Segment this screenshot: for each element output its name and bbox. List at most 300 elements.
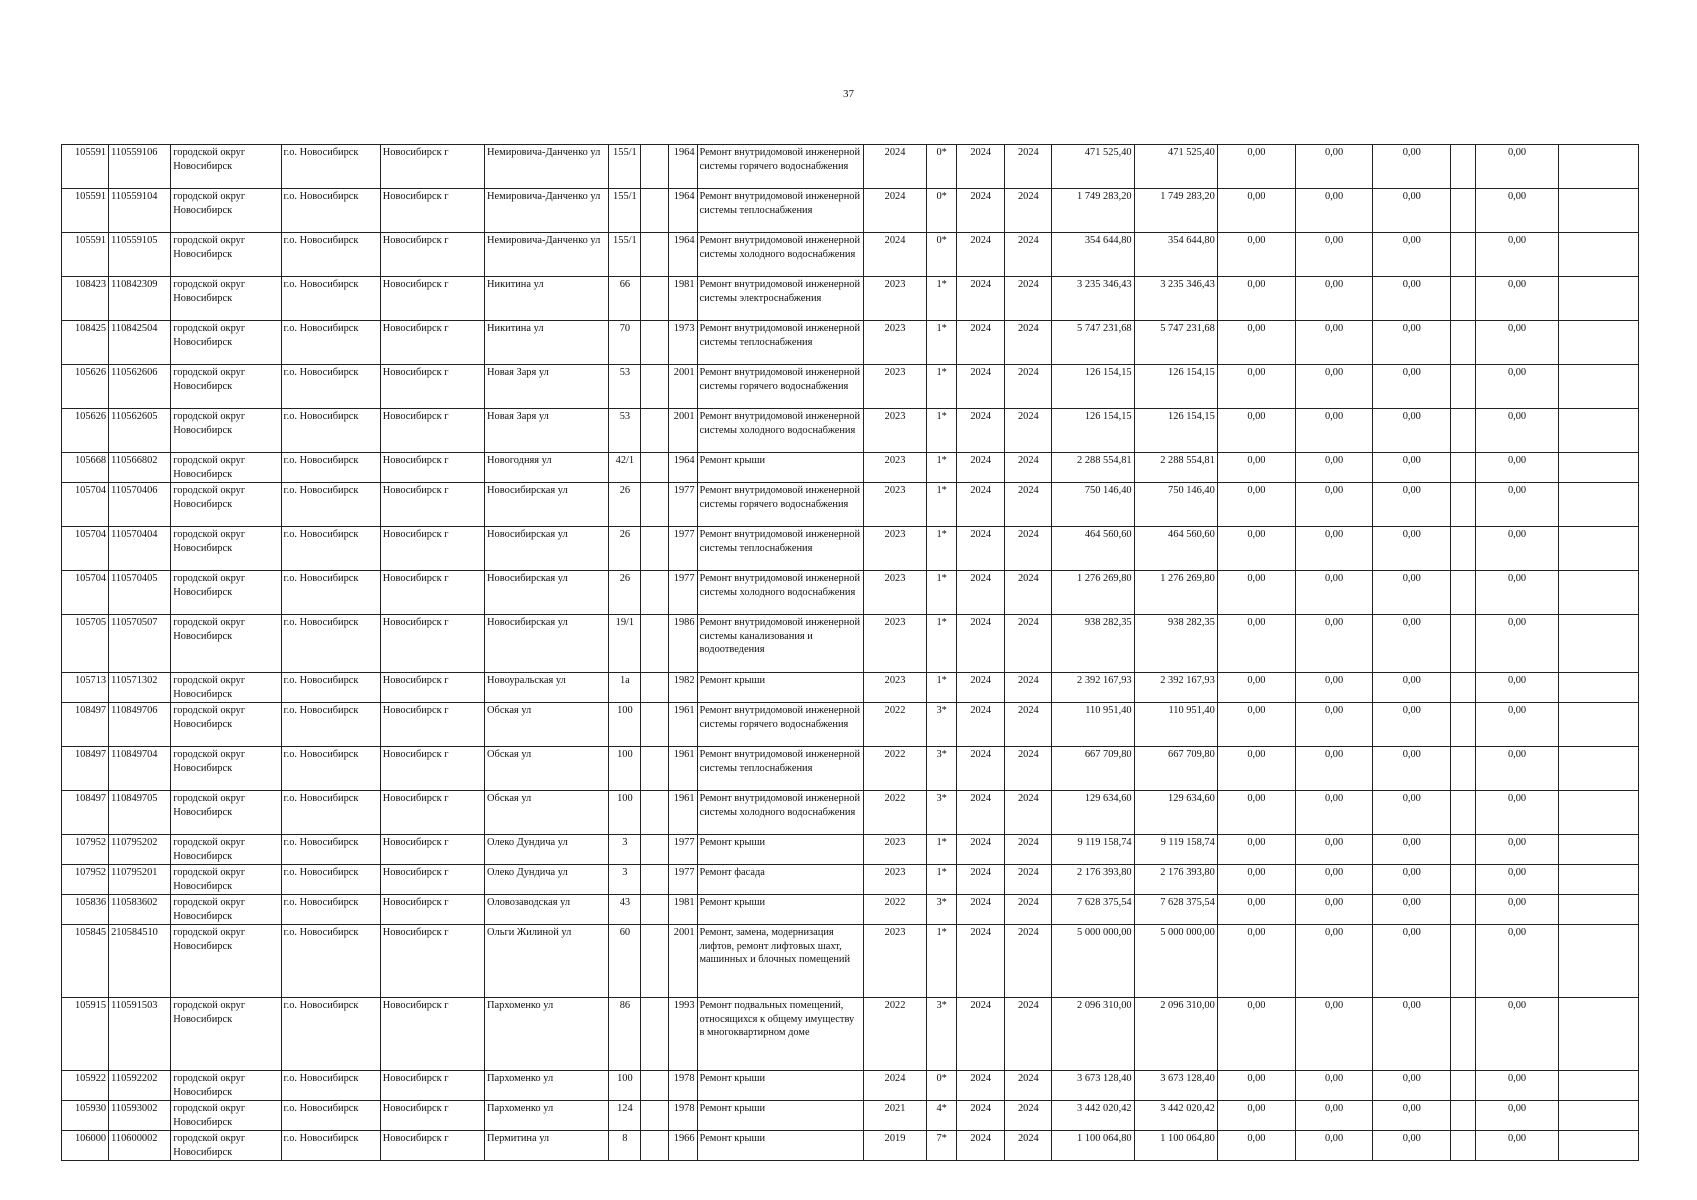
row-mark: 1*: [927, 277, 957, 321]
row-sum-2: 0,00: [1296, 483, 1373, 527]
row-year: 1981: [669, 277, 697, 321]
table-row: [62, 277, 1639, 321]
row-sum-4: 0,00: [1476, 145, 1558, 189]
row-mark: 7*: [927, 1131, 957, 1161]
row-mark: 1*: [927, 409, 957, 453]
row-sum-3: 0,00: [1373, 483, 1451, 527]
row-plan-year: 2023: [863, 277, 926, 321]
row-year-start: 2024: [957, 483, 1005, 527]
row-street: Немировича-Данченко ул: [485, 189, 609, 233]
row-house: 100: [609, 747, 641, 791]
row-mark: 0*: [927, 189, 957, 233]
row-house: 19/1: [609, 615, 641, 673]
row-street: Немировича-Данченко ул: [485, 233, 609, 277]
row-sum-total: 2 392 167,93: [1052, 673, 1134, 703]
empty-cell: [641, 1101, 669, 1131]
row-sum-4: 0,00: [1476, 409, 1558, 453]
row-year-start: 2024: [957, 233, 1005, 277]
row-sum-fund: 354 644,80: [1134, 233, 1217, 277]
row-street: Обская ул: [485, 747, 609, 791]
row-year-start: 2024: [957, 1131, 1005, 1161]
row-sum-2: 0,00: [1296, 747, 1373, 791]
row-city: Новосибирск г: [380, 747, 484, 791]
row-municipality: г.о. Новосибирск: [281, 321, 380, 365]
row-sum-1: 0,00: [1217, 1071, 1295, 1101]
empty-cell: [1558, 895, 1638, 925]
table-row: [62, 365, 1639, 409]
row-work: Ремонт внутридомовой инженерной системы холодного водоснабжения: [697, 233, 863, 277]
row-sum-total: 3 673 128,40: [1052, 1071, 1134, 1101]
row-street: Оловозаводская ул: [485, 895, 609, 925]
row-year-end: 2024: [1005, 925, 1052, 998]
row-year: 1977: [669, 571, 697, 615]
row-code: 110842504: [109, 321, 171, 365]
row-city: Новосибирск г: [380, 277, 484, 321]
row-municipality: г.о. Новосибирск: [281, 1101, 380, 1131]
row-sum-total: 129 634,60: [1052, 791, 1134, 835]
row-sum-3: 0,00: [1373, 998, 1451, 1071]
row-district: городской округ Новосибирск: [171, 895, 281, 925]
row-year-end: 2024: [1005, 791, 1052, 835]
row-year-end: 2024: [1005, 835, 1052, 865]
row-sum-1: 0,00: [1217, 365, 1295, 409]
row-sum-1: 0,00: [1217, 925, 1295, 998]
empty-cell: [641, 791, 669, 835]
row-sum-3: 0,00: [1373, 189, 1451, 233]
row-municipality: г.о. Новосибирск: [281, 835, 380, 865]
row-year: 1964: [669, 145, 697, 189]
row-city: Новосибирск г: [380, 791, 484, 835]
row-sum-total: 7 628 375,54: [1052, 895, 1134, 925]
row-district: городской округ Новосибирск: [171, 189, 281, 233]
row-mark: 1*: [927, 527, 957, 571]
empty-cell: [641, 1131, 669, 1161]
row-work: Ремонт фасада: [697, 865, 863, 895]
empty-cell: [1451, 835, 1476, 865]
row-sum-4: 0,00: [1476, 703, 1558, 747]
row-street: Новосибирская ул: [485, 615, 609, 673]
row-year-start: 2024: [957, 895, 1005, 925]
row-code: 110849706: [109, 703, 171, 747]
row-sum-4: 0,00: [1476, 365, 1558, 409]
empty-cell: [641, 865, 669, 895]
row-municipality: г.о. Новосибирск: [281, 453, 380, 483]
row-year-start: 2024: [957, 453, 1005, 483]
row-sum-1: 0,00: [1217, 703, 1295, 747]
row-sum-1: 0,00: [1217, 673, 1295, 703]
row-sum-1: 0,00: [1217, 409, 1295, 453]
empty-cell: [641, 453, 669, 483]
row-sum-total: 2 288 554,81: [1052, 453, 1134, 483]
row-plan-year: 2022: [863, 703, 926, 747]
row-sum-1: 0,00: [1217, 835, 1295, 865]
row-sum-2: 0,00: [1296, 527, 1373, 571]
row-year: 2001: [669, 365, 697, 409]
row-work: Ремонт подвальных помещений, относящихся к общему имуществу в многоквартирном доме: [697, 998, 863, 1071]
empty-cell: [1451, 615, 1476, 673]
row-sum-1: 0,00: [1217, 571, 1295, 615]
row-plan-year: 2023: [863, 527, 926, 571]
row-sum-2: 0,00: [1296, 1131, 1373, 1161]
row-house: 26: [609, 483, 641, 527]
empty-cell: [1451, 865, 1476, 895]
row-year: 1978: [669, 1071, 697, 1101]
row-code: 110795201: [109, 865, 171, 895]
row-code: 110559105: [109, 233, 171, 277]
row-year-end: 2024: [1005, 277, 1052, 321]
row-work: Ремонт внутридомовой инженерной системы теплоснабжения: [697, 747, 863, 791]
row-code: 110592202: [109, 1071, 171, 1101]
row-mark: 3*: [927, 791, 957, 835]
empty-cell: [1451, 791, 1476, 835]
row-sum-fund: 2 176 393,80: [1134, 865, 1217, 895]
row-sum-1: 0,00: [1217, 1101, 1295, 1131]
empty-cell: [1451, 453, 1476, 483]
row-code: 110593002: [109, 1101, 171, 1131]
table-row: [62, 703, 1639, 747]
row-year-end: 2024: [1005, 145, 1052, 189]
row-id: 105930: [62, 1101, 109, 1131]
row-city: Новосибирск г: [380, 145, 484, 189]
row-sum-3: 0,00: [1373, 233, 1451, 277]
row-code: 110600002: [109, 1131, 171, 1161]
table-row: [62, 1101, 1639, 1131]
row-sum-1: 0,00: [1217, 233, 1295, 277]
row-sum-1: 0,00: [1217, 527, 1295, 571]
row-id: 106000: [62, 1131, 109, 1161]
row-sum-3: 0,00: [1373, 409, 1451, 453]
row-street: Никитина ул: [485, 321, 609, 365]
empty-cell: [1451, 145, 1476, 189]
row-code: 110849705: [109, 791, 171, 835]
row-sum-total: 3 442 020,42: [1052, 1101, 1134, 1131]
row-mark: 4*: [927, 1101, 957, 1131]
row-year-end: 2024: [1005, 527, 1052, 571]
table-row: [62, 321, 1639, 365]
row-sum-2: 0,00: [1296, 703, 1373, 747]
row-year-end: 2024: [1005, 865, 1052, 895]
row-year: 1993: [669, 998, 697, 1071]
row-work: Ремонт крыши: [697, 835, 863, 865]
empty-cell: [641, 365, 669, 409]
table-row: [62, 925, 1639, 998]
row-id: 105836: [62, 895, 109, 925]
row-sum-3: 0,00: [1373, 791, 1451, 835]
row-house: 86: [609, 998, 641, 1071]
row-code: 210584510: [109, 925, 171, 998]
row-municipality: г.о. Новосибирск: [281, 925, 380, 998]
row-city: Новосибирск г: [380, 998, 484, 1071]
empty-cell: [1558, 615, 1638, 673]
row-district: городской округ Новосибирск: [171, 365, 281, 409]
empty-cell: [641, 321, 669, 365]
row-year-end: 2024: [1005, 571, 1052, 615]
row-sum-fund: 1 749 283,20: [1134, 189, 1217, 233]
row-municipality: г.о. Новосибирск: [281, 703, 380, 747]
empty-cell: [1451, 1131, 1476, 1161]
row-municipality: г.о. Новосибирск: [281, 998, 380, 1071]
row-sum-1: 0,00: [1217, 998, 1295, 1071]
row-house: 3: [609, 835, 641, 865]
row-work: Ремонт внутридомовой инженерной системы теплоснабжения: [697, 189, 863, 233]
row-year-end: 2024: [1005, 703, 1052, 747]
row-street: Новоуральская ул: [485, 673, 609, 703]
row-sum-3: 0,00: [1373, 1071, 1451, 1101]
row-street: Новогодняя ул: [485, 453, 609, 483]
row-sum-total: 750 146,40: [1052, 483, 1134, 527]
row-city: Новосибирск г: [380, 673, 484, 703]
empty-cell: [1558, 747, 1638, 791]
row-year-end: 2024: [1005, 189, 1052, 233]
row-district: городской округ Новосибирск: [171, 453, 281, 483]
row-street: Новосибирская ул: [485, 483, 609, 527]
row-district: городской округ Новосибирск: [171, 409, 281, 453]
row-year: 1982: [669, 673, 697, 703]
empty-cell: [1451, 703, 1476, 747]
row-id: 105704: [62, 483, 109, 527]
row-city: Новосибирск г: [380, 835, 484, 865]
row-district: городской округ Новосибирск: [171, 835, 281, 865]
row-year-end: 2024: [1005, 998, 1052, 1071]
row-code: 110570507: [109, 615, 171, 673]
row-work: Ремонт внутридомовой инженерной системы канализования и водоотведения: [697, 615, 863, 673]
row-year: 1977: [669, 865, 697, 895]
row-work: Ремонт внутридомовой инженерной системы электроснабжения: [697, 277, 863, 321]
row-year-start: 2024: [957, 835, 1005, 865]
row-work: Ремонт внутридомовой инженерной системы холодного водоснабжения: [697, 791, 863, 835]
row-sum-4: 0,00: [1476, 527, 1558, 571]
row-sum-1: 0,00: [1217, 865, 1295, 895]
row-municipality: г.о. Новосибирск: [281, 1131, 380, 1161]
row-mark: 1*: [927, 365, 957, 409]
empty-cell: [641, 615, 669, 673]
row-mark: 3*: [927, 998, 957, 1071]
row-plan-year: 2023: [863, 409, 926, 453]
row-year: 2001: [669, 409, 697, 453]
row-year-start: 2024: [957, 527, 1005, 571]
row-sum-total: 2 096 310,00: [1052, 998, 1134, 1071]
row-year-start: 2024: [957, 277, 1005, 321]
row-year-end: 2024: [1005, 409, 1052, 453]
row-sum-2: 0,00: [1296, 409, 1373, 453]
row-code: 110570406: [109, 483, 171, 527]
row-plan-year: 2023: [863, 483, 926, 527]
row-sum-4: 0,00: [1476, 233, 1558, 277]
row-district: городской округ Новосибирск: [171, 703, 281, 747]
empty-cell: [1451, 925, 1476, 998]
row-street: Новосибирская ул: [485, 571, 609, 615]
row-year-end: 2024: [1005, 615, 1052, 673]
row-year-start: 2024: [957, 865, 1005, 895]
row-street: Обская ул: [485, 703, 609, 747]
empty-cell: [1558, 189, 1638, 233]
empty-cell: [1558, 673, 1638, 703]
row-work: Ремонт, замена, модернизация лифтов, ремонт лифтовых шахт, машинных и блочных помещений: [697, 925, 863, 998]
row-sum-total: 110 951,40: [1052, 703, 1134, 747]
row-house: 70: [609, 321, 641, 365]
row-sum-total: 126 154,15: [1052, 409, 1134, 453]
row-sum-2: 0,00: [1296, 571, 1373, 615]
empty-cell: [1558, 1131, 1638, 1161]
row-district: городской округ Новосибирск: [171, 865, 281, 895]
row-sum-fund: 5 000 000,00: [1134, 925, 1217, 998]
row-house: 43: [609, 895, 641, 925]
row-sum-2: 0,00: [1296, 189, 1373, 233]
row-id: 105922: [62, 1071, 109, 1101]
row-sum-3: 0,00: [1373, 321, 1451, 365]
empty-cell: [1558, 865, 1638, 895]
row-sum-4: 0,00: [1476, 615, 1558, 673]
row-sum-fund: 1 276 269,80: [1134, 571, 1217, 615]
row-work: Ремонт внутридомовой инженерной системы горячего водоснабжения: [697, 365, 863, 409]
row-sum-1: 0,00: [1217, 453, 1295, 483]
row-house: 1а: [609, 673, 641, 703]
row-plan-year: 2022: [863, 791, 926, 835]
table-row: [62, 673, 1639, 703]
row-sum-1: 0,00: [1217, 483, 1295, 527]
row-sum-4: 0,00: [1476, 895, 1558, 925]
row-sum-fund: 110 951,40: [1134, 703, 1217, 747]
row-street: Новая Заря ул: [485, 409, 609, 453]
row-sum-total: 126 154,15: [1052, 365, 1134, 409]
row-sum-1: 0,00: [1217, 747, 1295, 791]
row-city: Новосибирск г: [380, 571, 484, 615]
row-id: 107952: [62, 865, 109, 895]
row-plan-year: 2023: [863, 925, 926, 998]
row-house: 53: [609, 365, 641, 409]
row-sum-fund: 471 525,40: [1134, 145, 1217, 189]
row-sum-3: 0,00: [1373, 277, 1451, 321]
row-street: Немировича-Данченко ул: [485, 145, 609, 189]
row-work: Ремонт крыши: [697, 1131, 863, 1161]
empty-cell: [641, 189, 669, 233]
row-plan-year: 2024: [863, 1071, 926, 1101]
empty-cell: [1451, 233, 1476, 277]
empty-cell: [1558, 835, 1638, 865]
row-district: городской округ Новосибирск: [171, 998, 281, 1071]
row-city: Новосибирск г: [380, 233, 484, 277]
empty-cell: [1451, 673, 1476, 703]
row-sum-3: 0,00: [1373, 145, 1451, 189]
table-row: [62, 1131, 1639, 1161]
row-year: 1973: [669, 321, 697, 365]
row-sum-2: 0,00: [1296, 673, 1373, 703]
table-row: [62, 527, 1639, 571]
table-row: [62, 1071, 1639, 1101]
row-district: городской округ Новосибирск: [171, 615, 281, 673]
table-row: [62, 189, 1639, 233]
row-year-end: 2024: [1005, 233, 1052, 277]
row-district: городской округ Новосибирск: [171, 673, 281, 703]
row-sum-1: 0,00: [1217, 145, 1295, 189]
row-work: Ремонт крыши: [697, 1071, 863, 1101]
row-sum-2: 0,00: [1296, 321, 1373, 365]
row-sum-3: 0,00: [1373, 865, 1451, 895]
row-year: 1966: [669, 1131, 697, 1161]
row-sum-1: 0,00: [1217, 895, 1295, 925]
table-row: [62, 409, 1639, 453]
row-sum-fund: 2 288 554,81: [1134, 453, 1217, 483]
row-work: Ремонт внутридомовой инженерной системы горячего водоснабжения: [697, 145, 863, 189]
row-sum-2: 0,00: [1296, 865, 1373, 895]
row-sum-2: 0,00: [1296, 791, 1373, 835]
row-sum-3: 0,00: [1373, 1131, 1451, 1161]
row-sum-fund: 1 100 064,80: [1134, 1131, 1217, 1161]
row-plan-year: 2022: [863, 747, 926, 791]
row-work: Ремонт внутридомовой инженерной системы горячего водоснабжения: [697, 703, 863, 747]
row-street: Олеко Дундича ул: [485, 835, 609, 865]
row-year-end: 2024: [1005, 321, 1052, 365]
row-year-end: 2024: [1005, 1131, 1052, 1161]
empty-cell: [641, 233, 669, 277]
row-district: городской округ Новосибирск: [171, 747, 281, 791]
row-sum-4: 0,00: [1476, 189, 1558, 233]
row-sum-fund: 750 146,40: [1134, 483, 1217, 527]
row-mark: 0*: [927, 145, 957, 189]
row-city: Новосибирск г: [380, 483, 484, 527]
row-sum-4: 0,00: [1476, 321, 1558, 365]
row-plan-year: 2023: [863, 321, 926, 365]
row-id: 108497: [62, 747, 109, 791]
empty-cell: [1451, 365, 1476, 409]
row-code: 110583602: [109, 895, 171, 925]
empty-cell: [1558, 527, 1638, 571]
row-house: 42/1: [609, 453, 641, 483]
row-id: 105668: [62, 453, 109, 483]
table-row: [62, 453, 1639, 483]
row-house: 100: [609, 1071, 641, 1101]
row-district: городской округ Новосибирск: [171, 1101, 281, 1131]
empty-cell: [641, 145, 669, 189]
row-sum-3: 0,00: [1373, 1101, 1451, 1131]
row-year-end: 2024: [1005, 453, 1052, 483]
row-work: Ремонт внутридомовой инженерной системы горячего водоснабжения: [697, 483, 863, 527]
row-mark: 3*: [927, 895, 957, 925]
empty-cell: [1451, 571, 1476, 615]
empty-cell: [641, 895, 669, 925]
row-city: Новосибирск г: [380, 865, 484, 895]
row-id: 105704: [62, 571, 109, 615]
row-house: 155/1: [609, 189, 641, 233]
row-district: городской округ Новосибирск: [171, 145, 281, 189]
row-municipality: г.о. Новосибирск: [281, 673, 380, 703]
row-plan-year: 2023: [863, 615, 926, 673]
row-sum-1: 0,00: [1217, 791, 1295, 835]
row-year-start: 2024: [957, 673, 1005, 703]
row-sum-3: 0,00: [1373, 453, 1451, 483]
row-sum-2: 0,00: [1296, 835, 1373, 865]
row-sum-total: 5 747 231,68: [1052, 321, 1134, 365]
row-sum-4: 0,00: [1476, 673, 1558, 703]
row-sum-2: 0,00: [1296, 365, 1373, 409]
row-year: 1964: [669, 189, 697, 233]
row-id: 108425: [62, 321, 109, 365]
empty-cell: [1558, 1101, 1638, 1131]
row-sum-1: 0,00: [1217, 615, 1295, 673]
row-municipality: г.о. Новосибирск: [281, 409, 380, 453]
row-plan-year: 2023: [863, 365, 926, 409]
row-sum-4: 0,00: [1476, 453, 1558, 483]
row-sum-2: 0,00: [1296, 1071, 1373, 1101]
row-sum-1: 0,00: [1217, 189, 1295, 233]
row-sum-4: 0,00: [1476, 998, 1558, 1071]
table-row: [62, 571, 1639, 615]
row-plan-year: 2022: [863, 998, 926, 1071]
row-year: 1981: [669, 895, 697, 925]
row-sum-fund: 9 119 158,74: [1134, 835, 1217, 865]
row-sum-2: 0,00: [1296, 277, 1373, 321]
row-work: Ремонт крыши: [697, 453, 863, 483]
